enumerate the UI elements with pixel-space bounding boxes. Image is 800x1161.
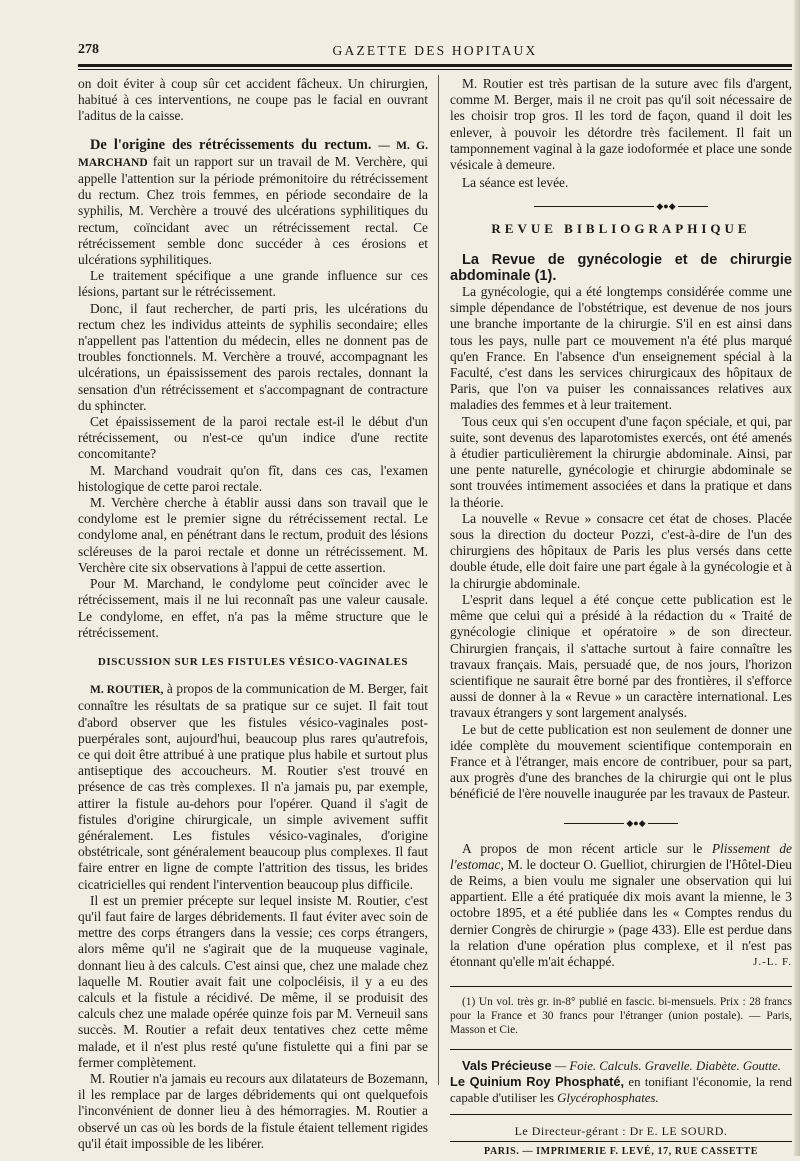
page-edge-shadow bbox=[794, 0, 800, 1156]
rectum-section-title: De l'origine des rétrécissements du rectum. bbox=[90, 136, 372, 153]
fistules-text: à propos de la communication de M. Berger, fait connaître les résultats de sa pratique sur ce sujet. Il fait tout d'abord observer que les fistules vésico-vaginales post-puerpérales sont, aujourd'hui, beaucoup plus rares qu'autrefois, ce qui doit être attribué à une pratique plus habile et surtout plus antiseptique des accoucheurs. M. Routier s'est trouvé en présence de cas très complexes. Il n'a jamais pu, par exemple, attirer la fistule au-dehors pour l'opérer. Quand il s'agit de fistules d'origine chirurgicale, un simple avivement suffit généralement. Les fistules vésico-vaginales, d'origine obstétricale, sont généralement beaucoup plus complexes. Il faut faire entrer en ligne de compte l'attrition des tissus, les brides cicatricielles qui rendent l'intervention beaucoup plus difficile. bbox=[78, 681, 428, 892]
rectum-section-author: — M. G. MARCHAND bbox=[78, 139, 428, 169]
paragraph: Le but de cette publication est non seulement de donner une idée complète du mouvement scientifique contemporain en France et à l'étranger, mais encore de contribuer, pour sa part, aux progrès d'une des branches de la chirurgie qui ont le plus bénéficié de l'ère nouvelle inaugurée par les travaux de Pasteur. bbox=[450, 721, 792, 802]
ornament-divider bbox=[450, 815, 792, 827]
gerant-rule bbox=[450, 1114, 792, 1115]
fistules-author: M. ROUTIER, bbox=[90, 684, 164, 697]
paragraph: Le traitement spécifique a une grande influence sur ces lésions, partant sur le rétrécissement. bbox=[78, 268, 428, 300]
plissement-paragraph: A propos de mon récent article sur le Plissement de l'estomac, M. le docteur O. Guelliot, chirurgien de l'Hôtel-Dieu de Reims, a bien voulu me signaler une observation qui lui appartient. Elle a été pratiquée dix mois avant la mienne, le 3 octobre 1895, et a été publiée dans les « Comptes rendus du dernier Congrès de chirurgie » (page 433). Elle est perdue dans la relation d'une opération plus complexe, et il n'est pas étonnant qu'elle m'ait échappé. J.-L. F. bbox=[450, 840, 792, 969]
signature: J.-L. F. bbox=[753, 955, 792, 968]
article-title: La Revue de gynécologie et de chirurgie abdominale (1). bbox=[450, 251, 792, 284]
intro-paragraph: on doit éviter à coup sûr cet accident fâcheux. Un chirurgien, habitué à ces interventions, ne coupe pas le facial en ouvrant l'aditus de la caisse. bbox=[78, 76, 428, 124]
paragraph: Pour M. Marchand, le condylome peut coïncider avec le rétrécissement, mais il ne lui reconnaît pas une valeur causale. Le condylome, en effet, n'a pas la même structure que le rétrécissement. bbox=[78, 576, 428, 640]
page-header bbox=[78, 42, 792, 64]
left-column bbox=[78, 76, 428, 1152]
diamond-ornament-icon: ◆●◆ bbox=[656, 201, 676, 212]
diamond-ornament-icon: ◆●◆ bbox=[626, 818, 646, 829]
paragraph: M. Verchère cherche à établir aussi dans son travail que le condylome est le premier signe du rétrécissement rectal. Le condylome anal, en pénétrant dans le rectum, produit des lésions scléreuses de la paroi rectale et donne un rétrécissement. M. Verchère cite six observations à l'appui de cette assertion. bbox=[78, 495, 428, 575]
page-number: 278 bbox=[78, 42, 99, 57]
ad-rule bbox=[450, 1049, 792, 1050]
column-divider bbox=[438, 75, 439, 1085]
plissement-title: Plissement de l'estomac, bbox=[450, 840, 792, 872]
ad-quinium-label: Le Quinium Roy Phosphaté, bbox=[450, 1074, 625, 1090]
paragraph: M. Routier est très partisan de la suture avec fils d'argent, comme M. Berger, mais il ne croit pas qu'il soit nécessaire de les choisir trop gros. Il les tord de façon, quand il doit les enlever, à pouvoir les détordre très facilement. Il fait un tamponnement vaginal à la gaze iodoformée et place une sonde vésicale à demeure. bbox=[450, 76, 792, 173]
imprimerie-line: PARIS. — IMPRIMERIE F. LEVÉ, 17, RUE CASSETTE bbox=[484, 1146, 758, 1158]
ad-vals-text: — Foie. Calculs. Gravelle. Diabète. Goutte. bbox=[554, 1059, 781, 1074]
ad-quinium-text: en tonifiant l'économie, la rend capable d'utiliser les bbox=[450, 1075, 793, 1106]
paragraph: Cet épaississement de la paroi rectale est-il le début d'un rétrécissement, ou n'est-ce qu'un indice d'une rectite concomitante? bbox=[78, 414, 428, 462]
directeur-gerant: Le Directeur-gérant : Dr E. LE SOURD. bbox=[514, 1124, 728, 1139]
paragraph: L'esprit dans lequel a été conçue cette publication est le même que celui qui a présidé à la rédaction du « Traité de gynécologie clinique et opératoire » de son directeur. Chirurgien français, il s'attache surtout à faire connaître les travaux français. Mais, persuadé que, de nos jours, l'horizon scientifique ne saurait être borné par des frontières, il s'efforce aussi de donner à la « Revue » un caractère international. Les travaux étrangers y sont largement analysés. bbox=[450, 591, 792, 721]
header-rule-thick bbox=[78, 64, 792, 67]
paragraph: M. Routier n'a jamais eu recours aux dilatateurs de Bozemann, il les remplace par de larges débridements qui ont quelquefois l'inconvénient de donner lieu à des hémorragies. M. Routier a observé un cas où les bords de la fistule étaient tellement rigides qu'il était impossible de les libérer. bbox=[78, 1070, 428, 1151]
seance-levee: La séance est levée. bbox=[462, 175, 569, 191]
fistules-paragraph bbox=[78, 681, 428, 893]
paragraph: La gynécologie, qui a été longtemps considérée comme une simple dépendance de l'obstétrique, est devenue de nos jours une branche importante de la chirurgie. S'il en est ainsi dans tous les pays, nulle part ce mouvement n'a été plus marqué qu'en France. En l'absence d'un enseignement spécial à la Faculté, c'est dans les services chirurgicaux des hôpitaux de Paris, que l'on va puiser les connaissances relatives aux maladies des femmes et à leur traitement. bbox=[450, 284, 792, 413]
advertisement bbox=[450, 1058, 792, 1106]
paragraph: Donc, il faut rechercher, de parti pris, les ulcérations du rectum chez les individus atteints de syphilis secondaire; elles n'appellent pas l'attention du médecin, elles ne donnent pas de troubles fonctionnels. M. Verchère a trouvé, accompagnant les ulcérations, un épaississement des parois rectales, donnant la sensation d'un rétrécissement et s'accompagnant de contracture du sphincter. bbox=[78, 300, 428, 413]
journal-title: GAZETTE DES HOPITAUX bbox=[332, 43, 538, 58]
revue-bibliographique-heading: REVUE BIBLIOGRAPHIQUE bbox=[491, 221, 751, 237]
rectum-section-paragraph bbox=[78, 137, 428, 269]
footnote: (1) Un vol. très gr. in-8° publié en fascic. bi-mensuels. Prix : 28 francs pour la France et 30 francs pour l'étranger (union postale). — Paris, Masson et Cie. bbox=[450, 996, 792, 1037]
ad-vals-label: Vals Précieuse bbox=[462, 1058, 552, 1074]
paragraph: Tous ceux qui s'en occupent d'une façon spéciale, et qui, par suite, sont devenus des laparotomistes exercés, ont été amenés à étudier particulièrement la chirurgie abdominale. Ainsi, par une pente naturelle, gynécologie et chirurgie abdominale se sont trouvées intimement associées et dans la pratique et dans la théorie. bbox=[450, 413, 792, 510]
ad-quinium-ital: Glycérophosphates. bbox=[557, 1091, 659, 1106]
paragraph: Il est un premier précepte sur lequel insiste M. Routier, c'est qu'il faut faire de larges débridements. Il faut éviter avec soin de mettre des corps étrangers dans la vessie; ces corps étrangers, alors même qu'il ne s'agirait que de la muqueuse vaginale, donnant lieu à des calculs. C'est ainsi que, chez une malade chez laquelle M. Routier avait fait une colpocléisis, il y a eu des calculs et la fistule a récidivé. De même, il se produisit des calculs chez une malade opérée quinze fois par M. Verneuil sans succès. M. Routier a refait deux tentatives chez cette même malade, et il n'est plus resté qu'une fistulette qui a fini par se fermer complètement. bbox=[78, 892, 428, 1070]
fistules-section-title: DISCUSSION SUR LES FISTULES VÉSICO-VAGINALES bbox=[97, 655, 409, 668]
paragraph: M. Marchand voudrait qu'on fît, dans ces cas, l'examen histologique de cette paroi rectale. bbox=[78, 462, 428, 494]
header-rule-thin bbox=[78, 69, 792, 70]
footnote-rule bbox=[450, 986, 792, 987]
rectum-section-text: fait un rapport sur un travail de M. Verchère, qui appelle l'attention sur la période prémonitoire du rétrécissement du rectum. Chez trois femmes, en période secondaire de la syphilis, M. Verchère a trouvé des ulcérations syphilitiques du rectum, coïncidant avec un rétrécissement rectal. Ce rétrécissement semble donc succéder à ces érosions et ulcérations syphilitiques. bbox=[78, 153, 429, 268]
right-column bbox=[450, 76, 792, 1161]
paragraph: La nouvelle « Revue » consacre cet état de choses. Placée sous la direction du docteur Pozzi, c'est-à-dire de l'un des chirurgiens des hôpitaux de Paris les plus versés dans cette double étude, elle doit faire une part égale à la gynécologie et à la chirurgie abdominale. bbox=[450, 510, 792, 591]
ornament-divider bbox=[450, 197, 792, 212]
imprint-rule bbox=[450, 1141, 792, 1142]
